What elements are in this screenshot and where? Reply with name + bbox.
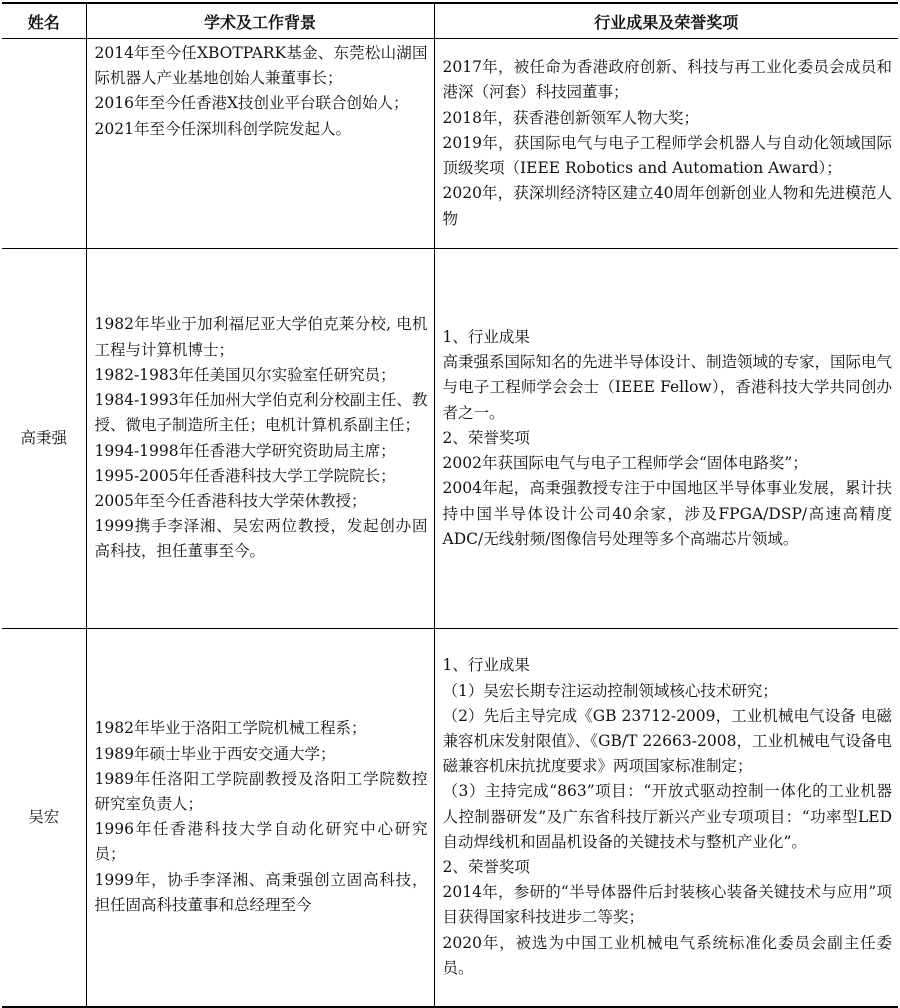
achievement-line: 2014年，参研的“半导体器件后封装核心装备关键技术与应用”项目获得国家科技进步二等奖； — [442, 883, 892, 927]
achievements-cell — [434, 39, 898, 249]
achievement-line: 2、荣誉奖项 — [442, 428, 530, 447]
person-name: 吴宏 — [2, 629, 86, 1007]
background-line: 1989年任洛阳工学院副教授及洛阳工学院数控研究室负责人； — [94, 769, 428, 814]
achievement-line: 1、行业成果 — [442, 328, 530, 347]
achievement-line: 2、荣誉奖项 — [442, 858, 530, 877]
achievement-line: 2020年，获深圳经济特区建立40周年创新创业人物和先进模范人物 — [442, 184, 892, 228]
achievement-line: 2020年，被选为中国工业机械电气系统标准化委员会副主任委员。 — [442, 933, 892, 977]
page — [2, 2, 898, 1008]
header-name: 姓名 — [2, 3, 86, 39]
background-line: 1996年任香港科技大学自动化研究中心研究员； — [94, 820, 428, 864]
background-line: 1999年，协手李泽湘、高秉强创立固高科技，担任固高科技董事和总经理至今 — [94, 870, 428, 914]
background-line: 1999携手李泽湘、吴宏两位教授，发起创办固高科技，担任董事至今。 — [94, 517, 428, 561]
background-line: 2016年至今任香港X技创业平台联合创始人； — [94, 94, 409, 113]
founders-table — [2, 2, 898, 1008]
background-cell — [86, 39, 434, 249]
table-row — [2, 629, 898, 1007]
table-row — [2, 249, 898, 629]
table-row — [2, 39, 898, 249]
achievement-line: 2018年，获香港创新领军人物大奖； — [442, 108, 699, 127]
background-line: 2021年至今任深圳科创学院发起人。 — [94, 119, 351, 138]
background-line: 1989年硕士毕业于西安交通大学； — [94, 744, 336, 763]
person-name — [2, 39, 86, 249]
background-line: 1982年毕业于洛阳工学院机械工程系； — [94, 719, 367, 738]
background-cell — [86, 629, 434, 1007]
person-name: 高秉强 — [2, 249, 86, 629]
header-row — [2, 3, 898, 39]
background-cell — [86, 249, 434, 629]
background-line: 2005年至今任香港科技大学荣休教授； — [94, 491, 367, 510]
header-achievements: 行业成果及荣誉奖项 — [434, 3, 898, 39]
achievement-line: 2019年，获国际电气与电子工程师学会机器人与自动化领域国际顶级奖项（IEEE Robotics and Automation Award）； — [442, 133, 892, 178]
background-line: 1984-1993年任加州大学伯克利分校副主任、教授、微电子制造所主任；电机计算机系副主任； — [94, 391, 428, 435]
achievement-line: （3）主持完成“863”项目：“开放式驱动控制一体化的工业机器人控制器研发”及广东省科技厅新兴产业专项项目：“功率型LED自动焊线机和固晶机设备的关键技术与整机产业化”。 — [442, 782, 892, 851]
header-background: 学术及工作背景 — [86, 3, 434, 39]
background-line: 1982年毕业于加利福尼亚大学伯克莱分校, 电机工程与计算机博士； — [94, 315, 428, 359]
achievement-line: 高秉强系国际知名的先进半导体设计、制造领域的专家，国际电气与电子工程师学会会士（IEEE Fellow），香港科技大学共同创办者之一。 — [442, 353, 893, 422]
background-line: 2014年至今任XBOTPARK基金、东莞松山湖国际机器人产业基地创始人兼董事长； — [94, 44, 428, 88]
achievements-cell — [434, 629, 898, 1007]
achievement-line: （1）吴宏长期专注运动控制领域核心技术研究； — [442, 681, 778, 700]
achievement-line: 2002年获国际电气与电子工程师学会“固体电路奖”； — [442, 454, 808, 473]
background-line: 1982-1983年任美国贝尔实验室任研究员； — [94, 365, 396, 384]
achievement-line: 2004年起，高秉强教授专注于中国地区半导体事业发展，累计扶持中国半导体设计公司40余家，涉及FPGA/DSP/高速高精度ADC/无线射频/图像信号处理等多个高端芯片领域。 — [442, 479, 892, 548]
background-line: 1995-2005年任香港科技大学工学院院长； — [94, 466, 396, 485]
background-line: 1994-1998年任香港大学研究资助局主席； — [94, 441, 396, 460]
achievement-line: 2017年，被任命为香港政府创新、科技与再工业化委员会成员和港深（河套）科技园董事； — [442, 58, 892, 102]
achievement-line: （2）先后主导完成《GB 23712-2009，工业机械电气设备 电磁兼容机床发射限值》、《GB/T 22663-2008，工业机械电气设备电磁兼容机床抗扰度要求》两项国家标准制定； — [442, 706, 892, 776]
achievements-cell — [434, 249, 898, 629]
achievement-line: 1、行业成果 — [442, 656, 530, 675]
